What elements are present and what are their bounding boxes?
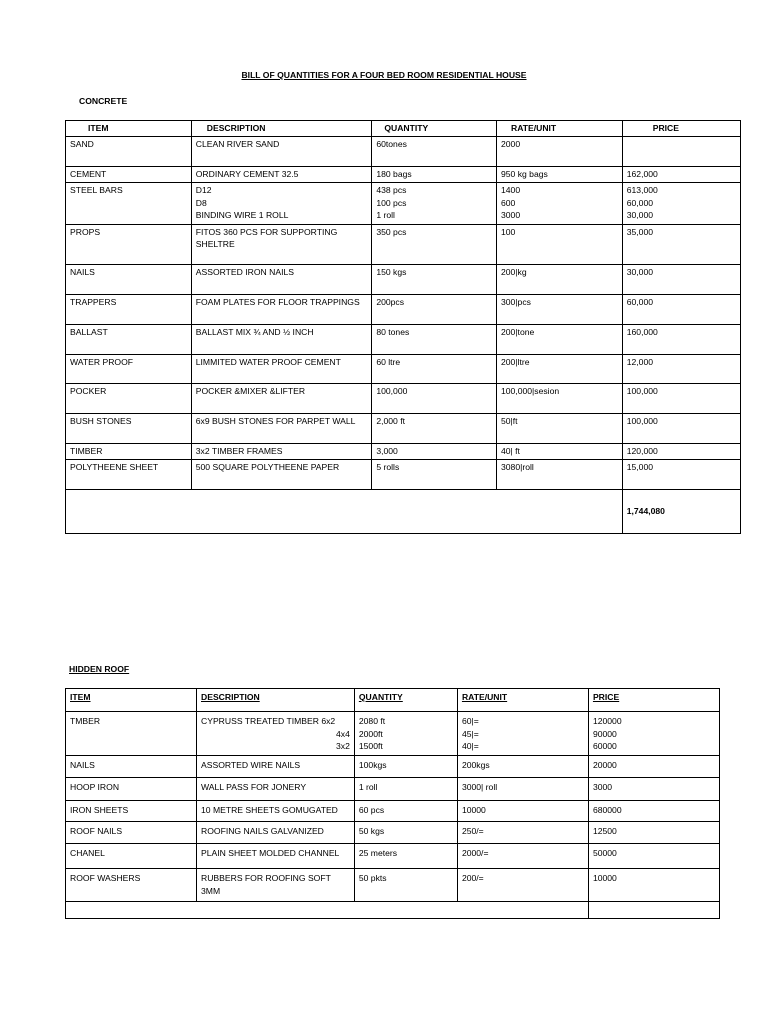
cell-line: 3x2 TIMBER FRAMES bbox=[195, 445, 283, 456]
cell-line: 200|ltre bbox=[500, 356, 530, 367]
cell-line: FITOS 360 PCS FOR SUPPORTING bbox=[195, 226, 338, 237]
cell-line: SHELTRE bbox=[195, 239, 235, 249]
table-row bbox=[66, 443, 741, 460]
cell-line: 12,000 bbox=[626, 356, 654, 367]
quantity-cell bbox=[372, 136, 497, 166]
description-cell bbox=[191, 224, 372, 264]
description-cell bbox=[197, 844, 355, 869]
price-cell bbox=[588, 712, 719, 756]
cell-line: ASSORTED WIRE NAILS bbox=[201, 760, 301, 770]
cell-line: 60 ltre bbox=[376, 356, 401, 367]
cell-line: 950 kg bags bbox=[500, 168, 548, 179]
cell-line: 10000 bbox=[461, 805, 486, 815]
description-cell bbox=[191, 324, 372, 354]
quantity-cell bbox=[372, 354, 497, 383]
hidden-roof-section-label: HIDDEN ROOF bbox=[69, 664, 130, 674]
cell-line: BINDING WIRE 1 ROLL bbox=[195, 210, 289, 220]
cell-line: 3MM bbox=[201, 885, 221, 896]
item-cell: HOOP IRON bbox=[66, 778, 197, 801]
description-cell bbox=[191, 294, 372, 324]
cell-line: 60000 bbox=[592, 741, 617, 751]
cell-line: 3,000 bbox=[376, 445, 398, 456]
table-row bbox=[66, 844, 720, 869]
item-cell: PROPS bbox=[66, 224, 192, 264]
cell-line: 3000 bbox=[500, 210, 521, 220]
cell-line: 35,000 bbox=[626, 226, 654, 237]
cell-line: 1400 bbox=[500, 185, 521, 195]
item-cell: WATER PROOF bbox=[66, 354, 192, 383]
table-row bbox=[66, 354, 741, 383]
cell-line: ROOFING NAILS GALVANIZED bbox=[201, 826, 324, 836]
table-row bbox=[66, 822, 720, 844]
cell-line: 2,000 ft bbox=[376, 415, 405, 426]
item-cell: CEMENT bbox=[66, 166, 192, 183]
cell-line: 30,000 bbox=[626, 266, 654, 277]
description-cell bbox=[197, 801, 355, 822]
header-description: DESCRIPTION bbox=[191, 121, 372, 137]
cell-line: 50 kgs bbox=[358, 826, 385, 836]
price-cell bbox=[622, 443, 740, 460]
cell-line: 438 pcs bbox=[376, 185, 407, 195]
description-cell bbox=[191, 443, 372, 460]
item-cell: NAILS bbox=[66, 756, 197, 778]
item-cell: STEEL BARS bbox=[66, 183, 192, 225]
quantity-cell bbox=[354, 756, 457, 778]
rate-cell bbox=[496, 166, 622, 183]
cell-line: 100 bbox=[500, 226, 516, 237]
rate-cell bbox=[496, 183, 622, 225]
cell-line: RUBBERS FOR ROOFING SOFT bbox=[201, 873, 331, 883]
cell-line: 100,000|sesion bbox=[500, 385, 560, 396]
header-quantity: QUANTITY bbox=[354, 689, 457, 712]
cell-line: 100 pcs bbox=[376, 197, 407, 208]
rate-cell bbox=[496, 460, 622, 490]
cell-line: 200|tone bbox=[500, 326, 535, 337]
cell-line: 2080 ft bbox=[358, 716, 386, 726]
quantity-cell bbox=[354, 869, 457, 902]
header-item: ITEM bbox=[66, 121, 192, 137]
description-cell bbox=[191, 383, 372, 413]
rate-cell bbox=[457, 756, 588, 778]
item-cell: TMBER bbox=[66, 712, 197, 756]
description-cell bbox=[197, 778, 355, 801]
price-cell bbox=[622, 460, 740, 490]
cell-line: D8 bbox=[195, 197, 207, 208]
cell-line: 200kgs bbox=[461, 760, 490, 770]
item-cell: ROOF NAILS bbox=[66, 822, 197, 844]
cell-line: 100,000 bbox=[376, 385, 408, 396]
cell-line: 180 bags bbox=[376, 168, 412, 179]
cell-line: 680000 bbox=[592, 805, 622, 815]
cell-line: 350 pcs bbox=[376, 226, 407, 237]
cell-line: POCKER &MIXER &LIFTER bbox=[195, 385, 306, 396]
quantity-cell bbox=[354, 844, 457, 869]
cell-line: CYPRUSS TREATED TIMBER 6x2 bbox=[201, 716, 336, 726]
cell-line: 25 meters bbox=[358, 848, 398, 858]
rate-cell bbox=[457, 822, 588, 844]
rate-cell bbox=[496, 413, 622, 443]
table-row bbox=[66, 264, 741, 294]
cell-line: ASSORTED IRON NAILS bbox=[195, 266, 294, 277]
cell-line: 1500ft bbox=[358, 741, 383, 751]
price-cell bbox=[588, 756, 719, 778]
cell-line: ORDINARY CEMENT 32.5 bbox=[195, 168, 299, 179]
cell-line: 120000 bbox=[592, 716, 622, 726]
description-cell bbox=[191, 354, 372, 383]
cell-line: 60tones bbox=[376, 138, 407, 149]
cell-line: 2000/= bbox=[461, 848, 489, 858]
rate-cell bbox=[496, 224, 622, 264]
cell-line: 40|= bbox=[461, 741, 479, 751]
cell-line: LIMMITED WATER PROOF CEMENT bbox=[195, 356, 341, 367]
document-title: BILL OF QUANTITIES FOR A FOUR BED ROOM RESIDENTIAL HOUSE bbox=[241, 70, 527, 80]
quantity-cell bbox=[372, 294, 497, 324]
cell-line: BALLAST MIX ¾ AND ½ INCH bbox=[195, 326, 314, 337]
item-cell: NAILS bbox=[66, 264, 192, 294]
cell-line: 100kgs bbox=[358, 760, 387, 770]
quantity-cell bbox=[372, 183, 497, 225]
price-cell bbox=[622, 166, 740, 183]
description-cell bbox=[197, 712, 355, 756]
cell-line: 60,000 bbox=[626, 197, 654, 208]
cell-line: D12 bbox=[195, 185, 212, 195]
cell-line: 50000 bbox=[592, 848, 617, 858]
header-rate-unit: RATE/UNIT bbox=[496, 121, 622, 137]
cell-line: 50|ft bbox=[500, 415, 518, 426]
cell-line: 60|= bbox=[461, 716, 479, 726]
price-cell bbox=[622, 294, 740, 324]
cell-line: 12500 bbox=[592, 826, 617, 836]
cell-line: 40| ft bbox=[500, 445, 520, 456]
rate-cell bbox=[457, 778, 588, 801]
table-row bbox=[66, 778, 720, 801]
table-row bbox=[66, 136, 741, 166]
cell-line: 20000 bbox=[592, 760, 617, 770]
cell-line: WALL PASS FOR JONERY bbox=[201, 782, 307, 792]
rate-cell bbox=[496, 354, 622, 383]
description-cell bbox=[191, 166, 372, 183]
cell-line: 500 SQUARE POLYTHEENE PAPER bbox=[195, 462, 340, 472]
cell-line: 15,000 bbox=[626, 462, 654, 472]
hidden-roof-table bbox=[65, 688, 720, 919]
quantity-cell bbox=[354, 712, 457, 756]
cell-line: 10000 bbox=[592, 873, 617, 883]
price-cell bbox=[588, 801, 719, 822]
cell-line: 2000 bbox=[500, 138, 521, 149]
quantity-cell bbox=[372, 224, 497, 264]
price-cell bbox=[588, 844, 719, 869]
price-cell bbox=[622, 413, 740, 443]
item-cell: CHANEL bbox=[66, 844, 197, 869]
table-row bbox=[66, 869, 720, 902]
table-row bbox=[66, 383, 741, 413]
cell-line: 3080|roll bbox=[500, 462, 534, 472]
description-cell bbox=[191, 460, 372, 490]
item-cell: TIMBER bbox=[66, 443, 192, 460]
total-blank-cell bbox=[66, 490, 623, 534]
description-cell bbox=[191, 136, 372, 166]
price-cell bbox=[622, 136, 740, 166]
rate-cell bbox=[457, 712, 588, 756]
quantity-cell bbox=[372, 264, 497, 294]
price-cell bbox=[588, 822, 719, 844]
quantity-cell bbox=[372, 166, 497, 183]
cell-line: 300|pcs bbox=[500, 296, 531, 307]
cell-line: 150 kgs bbox=[376, 266, 407, 277]
total-row bbox=[66, 902, 720, 919]
cell-line: 3000 bbox=[592, 782, 613, 792]
rate-cell bbox=[496, 383, 622, 413]
price-cell bbox=[588, 778, 719, 801]
cell-line: 60,000 bbox=[626, 296, 654, 307]
table-row bbox=[66, 712, 720, 756]
cell-line: 200/= bbox=[461, 873, 484, 883]
price-cell bbox=[622, 324, 740, 354]
quantity-cell bbox=[372, 460, 497, 490]
price-cell bbox=[588, 869, 719, 902]
cell-line: PLAIN SHEET MOLDED CHANNEL bbox=[201, 848, 340, 858]
cell-line: 250/= bbox=[461, 826, 484, 836]
table-row bbox=[66, 413, 741, 443]
rate-cell bbox=[496, 324, 622, 354]
price-cell bbox=[622, 264, 740, 294]
hidden-roof-header-row bbox=[66, 689, 720, 712]
table-row bbox=[66, 224, 741, 264]
cell-line: 4x4 bbox=[336, 728, 350, 739]
cell-line: 5 rolls bbox=[376, 462, 400, 472]
price-cell bbox=[622, 224, 740, 264]
header-price: PRICE bbox=[622, 121, 740, 137]
description-cell bbox=[191, 264, 372, 294]
rate-cell bbox=[496, 294, 622, 324]
quantity-cell bbox=[354, 801, 457, 822]
cell-line: 120,000 bbox=[626, 445, 658, 456]
cell-line: 10 METRE SHEETS GOMUGATED bbox=[201, 805, 338, 815]
item-cell: TRAPPERS bbox=[66, 294, 192, 324]
cell-line: 162,000 bbox=[626, 168, 658, 179]
cell-line: 30,000 bbox=[626, 210, 654, 220]
rate-cell bbox=[457, 869, 588, 902]
table-row bbox=[66, 460, 741, 490]
cell-line: 100,000 bbox=[626, 415, 658, 426]
header-description: DESCRIPTION bbox=[197, 689, 355, 712]
price-cell bbox=[622, 354, 740, 383]
item-cell: BUSH STONES bbox=[66, 413, 192, 443]
cell-line: 2000ft bbox=[358, 728, 383, 739]
item-cell: POLYTHEENE SHEET bbox=[66, 460, 192, 490]
cell-line: 1 roll bbox=[376, 210, 395, 220]
quantity-cell bbox=[372, 443, 497, 460]
cell-line: 3x2 bbox=[336, 741, 350, 751]
quantity-cell bbox=[354, 822, 457, 844]
cell-line: 160,000 bbox=[626, 326, 658, 337]
cell-line: 80 tones bbox=[376, 326, 410, 337]
quantity-cell bbox=[372, 324, 497, 354]
header-item: ITEM bbox=[66, 689, 197, 712]
cell-line: 613,000 bbox=[626, 185, 658, 195]
cell-line: 90000 bbox=[592, 728, 617, 739]
description-cell bbox=[197, 756, 355, 778]
quantity-cell bbox=[372, 383, 497, 413]
description-cell bbox=[197, 869, 355, 902]
item-cell: POCKER bbox=[66, 383, 192, 413]
rate-cell bbox=[457, 801, 588, 822]
cell-line: CLEAN RIVER SAND bbox=[195, 138, 280, 149]
cell-line: 100,000 bbox=[626, 385, 658, 396]
concrete-section-label: CONCRETE bbox=[79, 96, 128, 106]
item-cell: SAND bbox=[66, 136, 192, 166]
price-cell bbox=[622, 183, 740, 225]
rate-cell bbox=[496, 264, 622, 294]
header-price: PRICE bbox=[588, 689, 719, 712]
cell-line: 45|= bbox=[461, 728, 479, 739]
price-cell bbox=[622, 383, 740, 413]
cell-line: 600 bbox=[500, 197, 516, 208]
description-cell bbox=[197, 822, 355, 844]
cell-line: 1 roll bbox=[358, 782, 378, 792]
total-cell bbox=[588, 902, 719, 919]
total-blank-cell bbox=[66, 902, 589, 919]
table-row bbox=[66, 183, 741, 225]
quantity-cell bbox=[354, 778, 457, 801]
item-cell: BALLAST bbox=[66, 324, 192, 354]
concrete-table bbox=[65, 120, 741, 534]
description-cell bbox=[191, 183, 372, 225]
rate-cell bbox=[496, 136, 622, 166]
header-rate-unit: RATE/UNIT bbox=[457, 689, 588, 712]
table-row bbox=[66, 324, 741, 354]
table-row bbox=[66, 166, 741, 183]
item-cell: IRON SHEETS bbox=[66, 801, 197, 822]
item-cell: ROOF WASHERS bbox=[66, 869, 197, 902]
grand-total: 1,744,080 bbox=[622, 490, 740, 534]
total-row bbox=[66, 490, 741, 534]
table-row bbox=[66, 756, 720, 778]
cell-line: 200|kg bbox=[500, 266, 527, 277]
cell-line: 3000| roll bbox=[461, 782, 498, 792]
cell-line: 60 pcs bbox=[358, 805, 385, 815]
concrete-header-row bbox=[66, 121, 741, 137]
cell-line: 6x9 BUSH STONES FOR PARPET WALL bbox=[195, 415, 356, 426]
description-cell bbox=[191, 413, 372, 443]
quantity-cell bbox=[372, 413, 497, 443]
table-row bbox=[66, 801, 720, 822]
cell-line: 200pcs bbox=[376, 296, 405, 307]
table-row bbox=[66, 294, 741, 324]
rate-cell bbox=[457, 844, 588, 869]
cell-line: FOAM PLATES FOR FLOOR TRAPPINGS bbox=[195, 296, 360, 307]
header-quantity: QUANTITY bbox=[372, 121, 497, 137]
cell-line: 50 pkts bbox=[358, 873, 387, 883]
rate-cell bbox=[496, 443, 622, 460]
